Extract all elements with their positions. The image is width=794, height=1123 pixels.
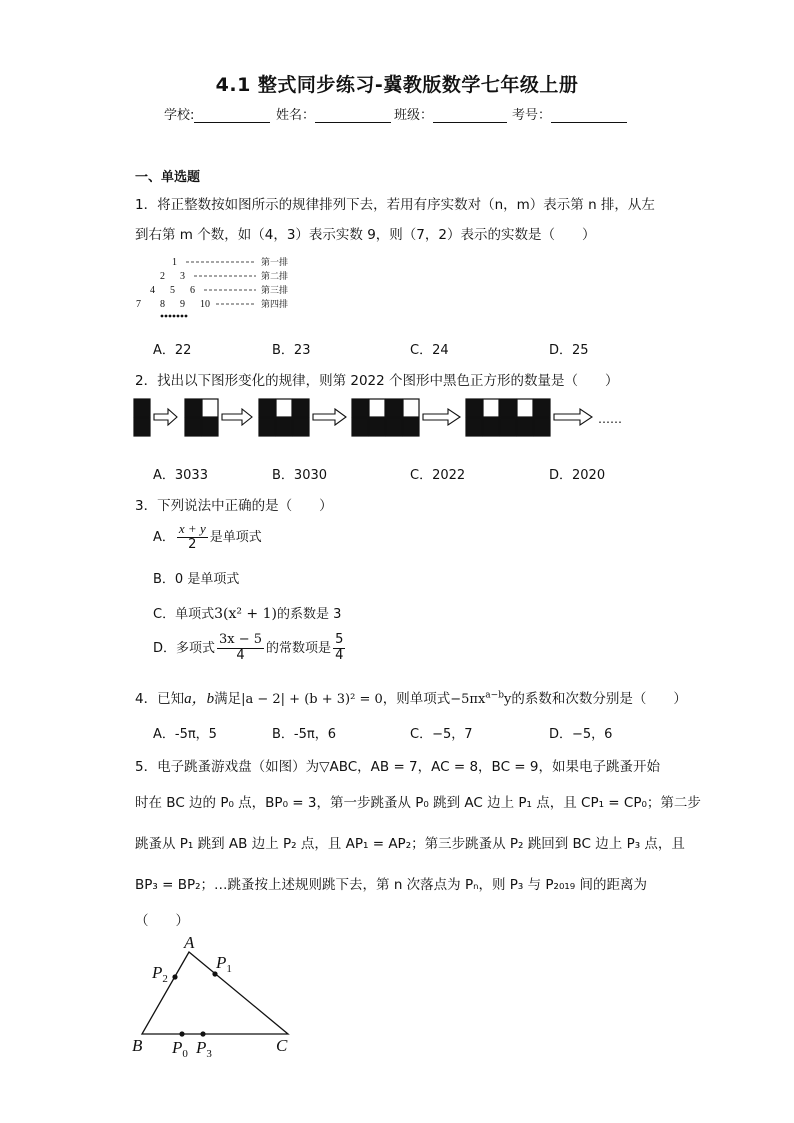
q2-fig2-top1 xyxy=(185,399,201,417)
section-heading: 一、单选题 xyxy=(135,170,201,185)
exam-no-blank xyxy=(551,108,627,123)
q1-row3-label: 第三排 xyxy=(261,286,289,296)
q5-label-a: A xyxy=(184,933,195,952)
school-blank xyxy=(194,108,270,123)
q4-option-a: A．-5π，5 xyxy=(153,727,217,742)
school-label: 学校: xyxy=(164,108,195,123)
q1-row3-num2: 5 xyxy=(170,285,175,296)
q2-option-d: D．2020 xyxy=(549,468,606,483)
q2-fig1-bottom-square xyxy=(134,418,150,436)
q2-fig3-bottom2 xyxy=(276,418,292,436)
name-label: 姓名： xyxy=(276,108,316,123)
q1-row3-num3: 6 xyxy=(190,285,195,296)
q1-row2-label: 第二排 xyxy=(261,272,289,282)
q1-row4-num2: 8 xyxy=(160,299,165,310)
q5-label-p2: $P_2$ xyxy=(152,963,168,985)
q1-line2: 到右第 m 个数，如（4，3）表示实数 9，则（7，2）表示的实数是（ ） xyxy=(135,227,596,243)
class-field xyxy=(394,104,507,123)
q2-fig4-bottom3 xyxy=(386,418,402,436)
q3-question: 3．下列说法中正确的是（ ） xyxy=(135,498,333,514)
q2-fig3-bottom3 xyxy=(293,418,309,436)
q1-option-a: A．22 xyxy=(153,343,192,358)
name-field xyxy=(276,104,391,123)
q4-option-c: C．−5，7 xyxy=(410,727,473,742)
class-label: 班级： xyxy=(394,108,434,123)
q2-fig3-top3 xyxy=(293,399,309,417)
q5-triangle-abc xyxy=(142,952,288,1034)
q5-label-b: B xyxy=(132,1036,143,1055)
q5-point-p2 xyxy=(172,974,177,979)
q2-arrow5-icon xyxy=(554,409,592,425)
q5-line3: 跳蚤从 P₁ 跳到 AB 边上 P₂ 点，且 AP₁ = AP₂；第三步跳蚤从 P₂ 跳回到 BC 边上 P₃ 点，且 xyxy=(135,836,685,852)
q2-fig4-bottom1 xyxy=(352,418,368,436)
q2-fig5-top1 xyxy=(466,399,482,417)
q1-row2-num2: 3 xyxy=(180,271,185,282)
q5-line2: 时在 BC 边的 P₀ 点，BP₀ = 3，第一步跳蚤从 P₀ 跳到 AC 边上 P₁ 点，且 CP₁ = CP₀；第二步 xyxy=(135,795,701,811)
q5-label-p1: $P_1$ xyxy=(216,953,232,975)
q3-option-c: C．单项式3(x² + 1)的系数是 3 xyxy=(153,606,342,622)
q2-fig2-top2 xyxy=(202,399,218,417)
q2-fig3-bottom1 xyxy=(259,418,275,436)
name-blank xyxy=(315,108,391,123)
q5-label-c: C xyxy=(276,1036,288,1055)
q4-option-b: B．-5π，6 xyxy=(272,727,336,742)
q1-line1: 1．将正整数按如图所示的规律排列下去，若用有序实数对（n，m）表示第 n 排，从左 xyxy=(135,197,655,213)
q3-option-a: A． $\frac{x + y}{2}$ 是单项式 xyxy=(153,521,262,552)
q1-row4-label: 第四排 xyxy=(261,300,289,310)
q2-pattern-figure xyxy=(132,397,632,439)
q1-dots xyxy=(161,315,188,318)
q2-fig2-bottom1 xyxy=(185,418,201,436)
q3-d-fraction2: $\frac{5}{4}$ xyxy=(335,632,344,663)
q2-fig4-top1 xyxy=(352,399,368,417)
q3-d-fraction: $\frac{3x - 5}{4}$ xyxy=(219,632,263,663)
class-blank xyxy=(433,108,507,123)
q2-fig4-top2 xyxy=(369,399,385,417)
q2-question: 2．找出以下图形变化的规律，则第 2022 个图形中黑色正方形的数量是（ ） xyxy=(135,373,619,389)
q2-fig1-top-square xyxy=(134,399,150,417)
exam-no-label: 考号： xyxy=(512,108,552,123)
q3-option-d: D．多项式 $\frac{3x - 5}{4}$ 的常数项是 $\frac{5}{4}$ xyxy=(153,632,344,663)
q2-fig5-bottom3 xyxy=(500,418,516,436)
q2-fig2-bottom2 xyxy=(202,418,218,436)
q5-label-p3: $P_3$ xyxy=(196,1038,212,1060)
q1-row1-num1: 1 xyxy=(172,257,177,268)
q2-fig5-bottom1 xyxy=(466,418,482,436)
q5-point-p0 xyxy=(179,1031,184,1036)
q2-fig5-top3 xyxy=(500,399,516,417)
q5-line1: 5．电子跳蚤游戏盘（如图）为▽ABC，AB = 7，AC = 8，BC = 9，如果电子跳蚤开始 xyxy=(135,759,660,775)
q1-row4-num1: 7 xyxy=(136,299,141,310)
q2-fig4-top4 xyxy=(403,399,419,417)
q2-option-c: C．2022 xyxy=(410,468,466,483)
q1-number-triangle-figure xyxy=(130,254,310,324)
q2-fig5-top5 xyxy=(534,399,550,417)
page-title: 4.1 整式同步练习-冀教版数学七年级上册 xyxy=(215,74,579,96)
q1-option-c: C．24 xyxy=(410,343,449,358)
q3-a-fraction: $\frac{x + y}{2}$ xyxy=(178,521,206,552)
q5-line5: （ ） xyxy=(135,913,189,929)
q2-fig5-bottom5 xyxy=(534,418,550,436)
q2-fig5-top4 xyxy=(517,399,533,417)
q1-option-d: D．25 xyxy=(549,343,589,358)
school-field xyxy=(164,104,270,123)
q4-question: 4．已知a，b满足|a − 2| + (b + 3)² = 0，则单项式$-5\pi x^{a-b}y$的系数和次数分别是（ ） xyxy=(135,690,687,707)
q5-point-p3 xyxy=(200,1031,205,1036)
q1-row4-num4: 10 xyxy=(200,299,210,310)
q2-fig5-top2 xyxy=(483,399,499,417)
q4-monomial: $-5\pi x^{a-b}y$ xyxy=(450,690,512,707)
q2-arrow1-icon xyxy=(154,409,177,425)
q2-option-a: A．3033 xyxy=(153,468,208,483)
q4-option-d: D．−5，6 xyxy=(549,727,613,742)
q1-row2-num1: 2 xyxy=(160,271,165,282)
q1-row3-num1: 4 xyxy=(150,285,155,296)
q2-fig4-bottom4 xyxy=(403,418,419,436)
q2-fig4-top3 xyxy=(386,399,402,417)
q2-ellipsis: …… xyxy=(598,412,622,426)
q1-row1-label: 第一排 xyxy=(261,258,289,268)
q5-triangle-figure xyxy=(128,932,308,1062)
q5-label-p0: $P_0$ xyxy=(172,1038,188,1060)
q2-fig3-top2 xyxy=(276,399,292,417)
q2-fig5-bottom2 xyxy=(483,418,499,436)
q5-point-p1 xyxy=(212,971,217,976)
q2-arrow2-icon xyxy=(222,409,252,425)
q2-arrow3-icon xyxy=(313,409,346,425)
q3-c-math: 3(x² + 1) xyxy=(214,606,277,622)
q3-option-b: B．0 是单项式 xyxy=(153,572,240,587)
q2-fig4-bottom2 xyxy=(369,418,385,436)
q5-line4: BP₃ = BP₂；…跳蚤按上述规则跳下去，第 n 次落点为 Pₙ，则 P₃ 与 P₂₀₁₉ 间的距离为 xyxy=(135,877,647,893)
q1-row4-num3: 9 xyxy=(180,299,185,310)
q2-arrow4-icon xyxy=(423,409,460,425)
q2-fig3-top1 xyxy=(259,399,275,417)
q2-fig5-bottom4 xyxy=(517,418,533,436)
q4-condition: |a − 2| + (b + 3)² = 0 xyxy=(241,692,383,707)
q2-option-b: B．3030 xyxy=(272,468,328,483)
exam-no-field xyxy=(512,104,627,123)
q1-option-b: B．23 xyxy=(272,343,311,358)
